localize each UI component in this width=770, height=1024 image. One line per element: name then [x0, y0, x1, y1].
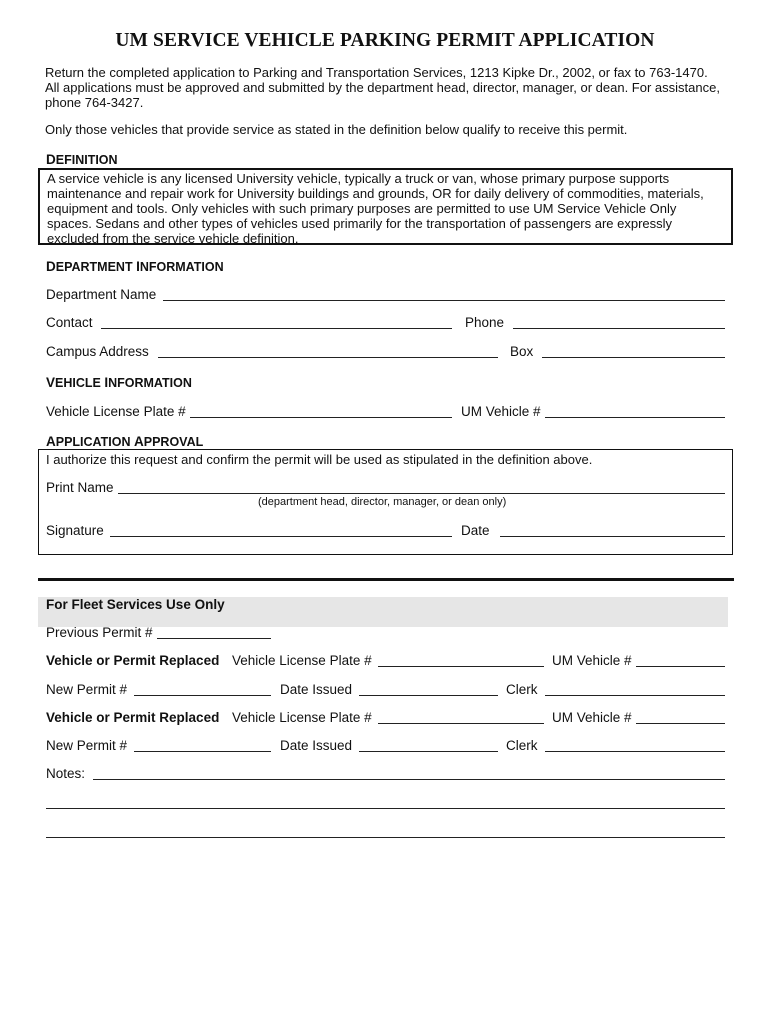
- box-label: Box: [510, 344, 534, 359]
- clerk-label-1: Clerk: [506, 682, 538, 697]
- notes-label: Notes:: [46, 766, 86, 781]
- intro-text: Return the completed application to Parking and Transportation Services, 1213 Kipke Dr., 2002, or fax to 763-1470. All applications must be approved and submitted by the department head, director, manager, or dean. For assistance, phone 764-3427.: [45, 65, 720, 110]
- replaced-plate-label-1: Vehicle License Plate #: [232, 653, 372, 668]
- department-name-label: Department Name: [46, 287, 157, 302]
- um-vehicle-label: UM Vehicle #: [461, 404, 541, 419]
- date-issued-label-1: Date Issued: [280, 682, 353, 697]
- box-field[interactable]: [542, 357, 725, 358]
- fleet-heading: For Fleet Services Use Only: [46, 597, 225, 612]
- phone-field[interactable]: [513, 328, 725, 329]
- replaced-label-1: Vehicle or Permit Replaced: [46, 653, 220, 668]
- new-permit-field-2[interactable]: [134, 751, 271, 752]
- replaced-plate-label-2: Vehicle License Plate #: [232, 710, 372, 725]
- clerk-field-2[interactable]: [545, 751, 725, 752]
- vehicle-heading: VEHICLE INFORMATION: [46, 375, 192, 390]
- replaced-um-vehicle-label-2: UM Vehicle #: [552, 710, 632, 725]
- authorize-text: I authorize this request and confirm the permit will be used as stipulated in the definition above.: [46, 452, 593, 467]
- campus-address-label: Campus Address: [46, 344, 149, 359]
- page-title: UM SERVICE VEHICLE PARKING PERMIT APPLICATION: [115, 30, 655, 51]
- signature-field[interactable]: [110, 536, 452, 537]
- license-plate-label: Vehicle License Plate #: [46, 404, 186, 419]
- new-permit-label-1: New Permit #: [46, 682, 128, 697]
- replaced-um-vehicle-label-1: UM Vehicle #: [552, 653, 632, 668]
- new-permit-label-2: New Permit #: [46, 738, 128, 753]
- contact-label: Contact: [46, 315, 93, 330]
- previous-permit-field[interactable]: [157, 638, 271, 639]
- notes-line-3[interactable]: [46, 837, 725, 838]
- date-label: Date: [461, 523, 490, 538]
- definition-text: A service vehicle is any licensed University vehicle, typically a truck or van, whose primary purpose supports maintenance and repair work for University buildings and grounds, OR for daily delivery of commodities, materials, equipment and tools. Only vehicles with such primary purposes are permitted to use UM Service Vehicle Only spaces. Sedans and other types of vehicles used primarily for the transportation of passengers are expressly excluded from the service vehicle definition.: [47, 171, 704, 246]
- signature-label: Signature: [46, 523, 104, 538]
- print-name-label: Print Name: [46, 480, 114, 495]
- date-issued-field-1[interactable]: [359, 695, 498, 696]
- new-permit-field-1[interactable]: [134, 695, 271, 696]
- replaced-plate-field-2[interactable]: [378, 723, 544, 724]
- clerk-label-2: Clerk: [506, 738, 538, 753]
- clerk-field-1[interactable]: [545, 695, 725, 696]
- definition-heading: DEFINITION: [46, 152, 118, 167]
- previous-permit-label: Previous Permit #: [46, 625, 153, 640]
- section-divider: [38, 578, 734, 581]
- date-field[interactable]: [500, 536, 725, 537]
- definition-box: [38, 168, 733, 245]
- contact-field[interactable]: [101, 328, 452, 329]
- license-plate-field[interactable]: [190, 417, 452, 418]
- print-name-field[interactable]: [118, 493, 725, 494]
- replaced-um-vehicle-field-1[interactable]: [636, 666, 725, 667]
- replaced-plate-field-1[interactable]: [378, 666, 544, 667]
- replaced-label-2: Vehicle or Permit Replaced: [46, 710, 220, 725]
- qualify-note: Only those vehicles that provide service as stated in the definition below qualify to receive this permit.: [45, 122, 628, 137]
- notes-line-1[interactable]: [93, 779, 725, 780]
- phone-label: Phone: [465, 315, 505, 330]
- um-vehicle-field[interactable]: [545, 417, 725, 418]
- notes-line-2[interactable]: [46, 808, 725, 809]
- print-name-hint: (department head, director, manager, or dean only): [258, 496, 507, 508]
- campus-address-field[interactable]: [158, 357, 498, 358]
- department-heading: DEPARTMENT INFORMATION: [46, 259, 224, 274]
- approval-heading: APPLICATION APPROVAL: [46, 434, 204, 449]
- replaced-um-vehicle-field-2[interactable]: [636, 723, 725, 724]
- date-issued-label-2: Date Issued: [280, 738, 353, 753]
- department-name-field[interactable]: [163, 300, 725, 301]
- date-issued-field-2[interactable]: [359, 751, 498, 752]
